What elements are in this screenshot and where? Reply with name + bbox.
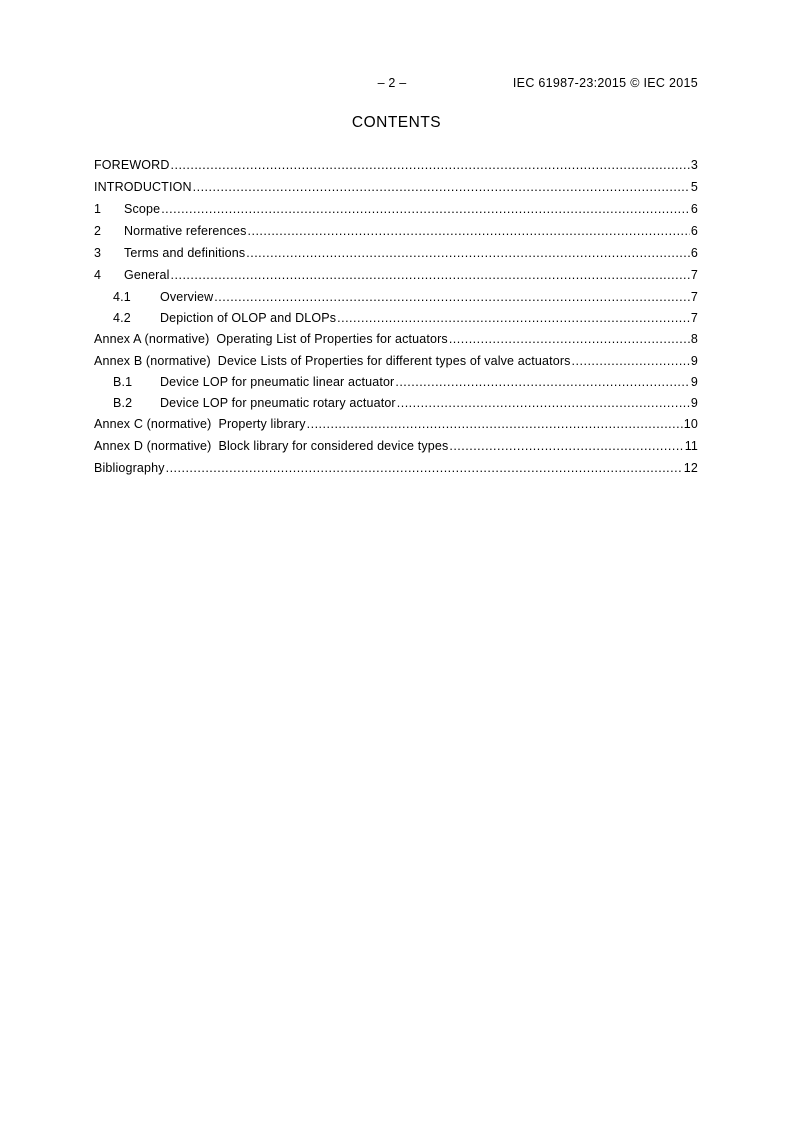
toc-entry-title: Device LOP for pneumatic linear actuator bbox=[160, 375, 395, 389]
toc-entry-page: 6 bbox=[690, 224, 698, 238]
toc-entry-page: 3 bbox=[690, 158, 698, 172]
toc-entry-page: 9 bbox=[690, 396, 698, 410]
toc-entry-page: 9 bbox=[690, 375, 698, 389]
toc-entry-general[interactable] bbox=[94, 268, 698, 290]
toc-entry-number: B.1 bbox=[113, 375, 133, 389]
dot-leader bbox=[193, 180, 690, 194]
toc-entry-annex-a[interactable] bbox=[94, 332, 698, 354]
toc-entry-annex-b[interactable] bbox=[94, 354, 698, 375]
toc-entry-page: 7 bbox=[690, 268, 698, 282]
toc-entry-page: 12 bbox=[683, 461, 698, 475]
toc-entry-number: 4.2 bbox=[113, 311, 131, 325]
toc-entry-title: Overview bbox=[160, 290, 214, 304]
toc-entry-title: Normative references bbox=[124, 224, 247, 238]
toc-entry-number: Annex B (normative) bbox=[94, 354, 211, 368]
toc-entry-annex-d[interactable] bbox=[94, 439, 698, 461]
dot-leader bbox=[337, 311, 690, 325]
toc-entry-title: General bbox=[124, 268, 170, 282]
toc-entry-number: 4 bbox=[94, 268, 102, 282]
toc-entry-page: 6 bbox=[690, 202, 698, 216]
toc-entry-title: Terms and definitions bbox=[124, 246, 246, 260]
toc-entry-page: 9 bbox=[690, 354, 698, 368]
toc-entry-page: 7 bbox=[690, 290, 698, 304]
dot-leader bbox=[397, 396, 690, 410]
toc-entry-number: Annex C (normative) bbox=[94, 417, 212, 431]
toc-entry-normative-references[interactable] bbox=[94, 224, 698, 246]
toc-entry-number: 3 bbox=[94, 246, 102, 260]
toc-entry-title: Block library for considered device types bbox=[218, 439, 449, 453]
toc-entry-title: FOREWORD bbox=[94, 158, 170, 172]
toc-entry-page: 8 bbox=[690, 332, 698, 346]
dot-leader bbox=[395, 375, 690, 389]
toc-entry-title: Device Lists of Properties for different types of valve actuators bbox=[217, 354, 571, 368]
dot-leader bbox=[161, 202, 690, 216]
page-number: – 2 – bbox=[377, 76, 407, 90]
toc-entry-number: Annex D (normative) bbox=[94, 439, 212, 453]
toc-entry-title: Property library bbox=[218, 417, 306, 431]
dot-leader bbox=[248, 224, 690, 238]
toc-entry-scope[interactable] bbox=[94, 202, 698, 224]
toc-entry-terms-and-definitions[interactable] bbox=[94, 246, 698, 268]
toc-entry-page: 6 bbox=[690, 246, 698, 260]
toc-entry-title: Operating List of Properties for actuators bbox=[216, 332, 448, 346]
dot-leader bbox=[449, 332, 690, 346]
document-reference: IEC 61987-23:2015 © IEC 2015 bbox=[512, 76, 698, 90]
dot-leader bbox=[246, 246, 690, 260]
contents-heading: CONTENTS bbox=[351, 114, 442, 131]
dot-leader bbox=[449, 439, 683, 453]
toc-entry-number: B.2 bbox=[113, 396, 133, 410]
toc-entry-page: 7 bbox=[690, 311, 698, 325]
dot-leader bbox=[166, 461, 683, 475]
toc-entry-page: 10 bbox=[683, 417, 698, 431]
dot-leader bbox=[572, 354, 690, 368]
toc-entry-number: 4.1 bbox=[113, 290, 131, 304]
toc-entry-title: Bibliography bbox=[94, 461, 165, 475]
dot-leader bbox=[171, 268, 690, 282]
dot-leader bbox=[307, 417, 683, 431]
toc-entry-number: 2 bbox=[94, 224, 102, 238]
dot-leader bbox=[171, 158, 690, 172]
toc-entry-overview[interactable] bbox=[94, 290, 698, 311]
toc-entry-page: 11 bbox=[684, 439, 698, 453]
toc-entry-b2-rotary-actuator[interactable] bbox=[94, 396, 698, 417]
toc-entry-number: 1 bbox=[94, 202, 102, 216]
toc-entry-page: 5 bbox=[690, 180, 698, 194]
toc-entry-number: Annex A (normative) bbox=[94, 332, 210, 346]
dot-leader bbox=[214, 290, 690, 304]
toc-entry-title: INTRODUCTION bbox=[94, 180, 192, 194]
table-of-contents bbox=[94, 158, 698, 483]
toc-entry-b1-linear-actuator[interactable] bbox=[94, 375, 698, 396]
toc-entry-foreword[interactable] bbox=[94, 158, 698, 180]
toc-entry-bibliography[interactable] bbox=[94, 461, 698, 483]
toc-entry-annex-c[interactable] bbox=[94, 417, 698, 439]
toc-entry-title: Depiction of OLOP and DLOPs bbox=[160, 311, 337, 325]
toc-entry-introduction[interactable] bbox=[94, 180, 698, 202]
toc-entry-title: Scope bbox=[124, 202, 161, 216]
toc-entry-title: Device LOP for pneumatic rotary actuator bbox=[160, 396, 396, 410]
toc-entry-depiction-olop-dlops[interactable] bbox=[94, 311, 698, 332]
